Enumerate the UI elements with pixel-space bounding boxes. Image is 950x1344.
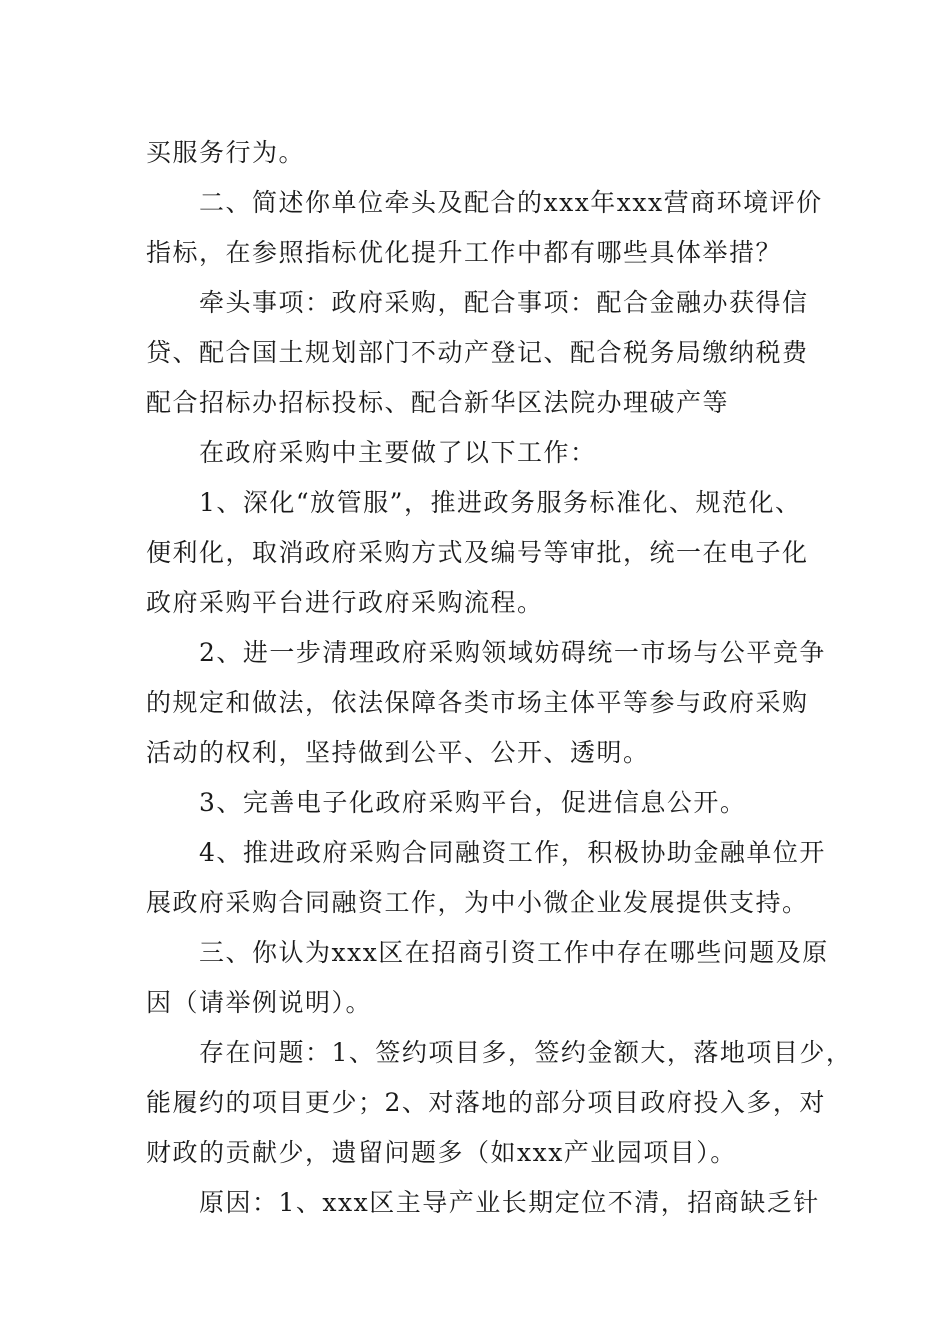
text-line-2: 二、简述你单位牵头及配合的xxx年xxx营商环境评价 — [146, 188, 823, 217]
text-line-22: 原因：1、xxx区主导产业长期定位不清，招商缺乏针 — [146, 1188, 820, 1217]
text-line-6: 配合招标办招标投标、配合新华区法院办理破产等 — [146, 388, 730, 417]
text-line-20: 能履约的项目更少；2、对落地的部分项目政府投入多，对 — [146, 1088, 826, 1117]
text-line-14: 3、完善电子化政府采购平台，促进信息公开。 — [146, 788, 747, 817]
text-line-4: 牵头事项：政府采购，配合事项：配合金融办获得信 — [146, 288, 809, 317]
text-line-9: 便利化，取消政府采购方式及编号等审批，统一在电子化 — [146, 538, 809, 567]
text-line-17: 三、你认为xxx区在招商引资工作中存在哪些问题及原 — [146, 938, 829, 967]
text-line-13: 活动的权利，坚持做到公平、公开、透明。 — [146, 738, 650, 767]
text-line-21: 财政的贡献少，遗留问题多（如xxx产业园项目）。 — [146, 1138, 737, 1167]
text-line-12: 的规定和做法，依法保障各类市场主体平等参与政府采购 — [146, 688, 809, 717]
text-line-3: 指标，在参照指标优化提升工作中都有哪些具体举措？ — [146, 238, 783, 267]
text-line-19: 存在问题：1、签约项目多，签约金额大，落地项目少， — [146, 1038, 853, 1067]
text-line-8: 1、深化“放管服”，推进政务服务标准化、规范化、 — [146, 488, 802, 517]
text-line-11: 2、进一步清理政府采购领域妨碍统一市场与公平竞争 — [146, 638, 826, 667]
text-line-16: 展政府采购合同融资工作，为中小微企业发展提供支持。 — [146, 888, 809, 917]
text-line-15: 4、推进政府采购合同融资工作，积极协助金融单位开 — [146, 838, 826, 867]
text-line-1: 买服务行为。 — [146, 138, 306, 167]
text-line-5: 贷、配合国土规划部门不动产登记、配合税务局缴纳税费 — [146, 338, 809, 367]
text-line-18: 因（请举例说明）。 — [146, 988, 373, 1017]
text-line-7: 在政府采购中主要做了以下工作： — [146, 438, 597, 467]
text-line-10: 政府采购平台进行政府采购流程。 — [146, 588, 544, 617]
document-body — [146, 128, 853, 1228]
